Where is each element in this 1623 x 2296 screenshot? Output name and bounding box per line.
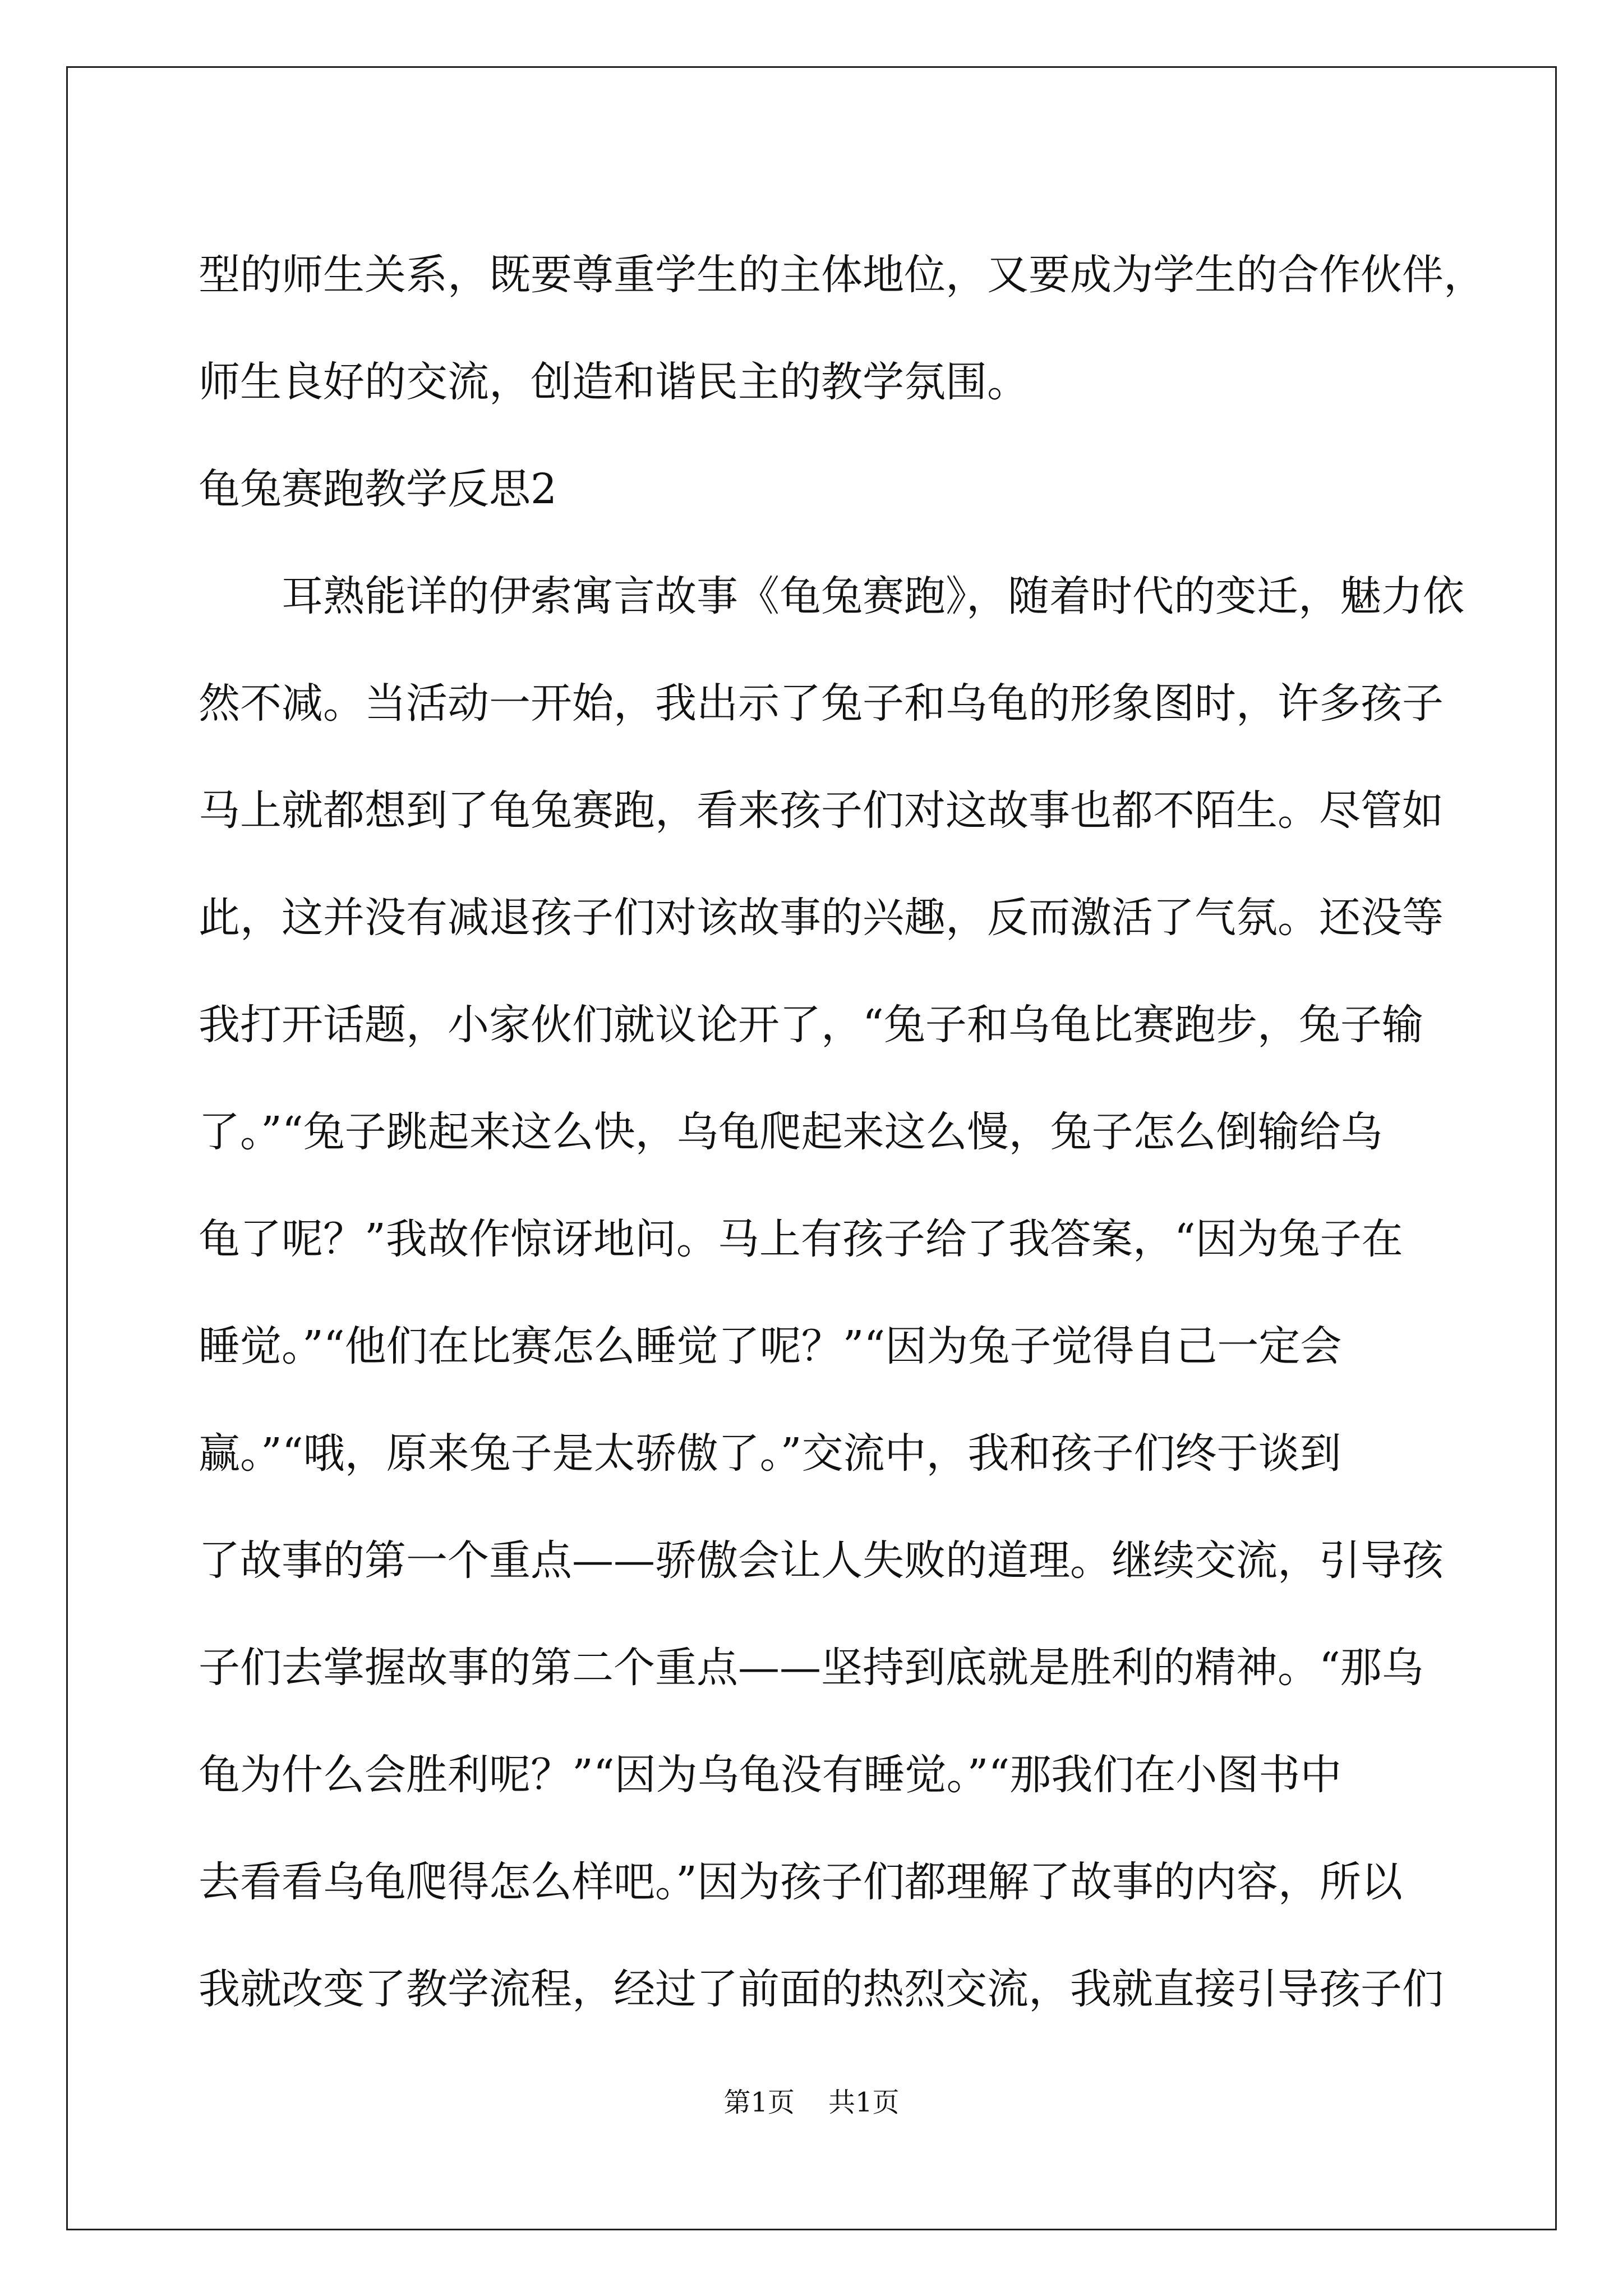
text-line: 耳熟能详的伊索寓言故事《龟兔赛跑》，随着时代的变迁，魅力依	[199, 572, 1464, 620]
page-footer	[0, 2086, 1623, 2119]
section-heading: 龟兔赛跑教学反思2	[199, 465, 557, 513]
page-number: 第1页	[723, 2087, 795, 2118]
text-line: 师生良好的交流，创造和谐民主的教学氛围。	[199, 358, 1029, 406]
page-total: 共1页	[828, 2087, 900, 2118]
text-line: 子们去掌握故事的第二个重点——坚持到底就是胜利的精神。“那乌	[199, 1644, 1423, 1692]
text-line: 了。”“兔子跳起来这么快，乌龟爬起来这么慢，兔子怎么倒输给乌	[199, 1108, 1382, 1156]
text-line: 然不减。当活动一开始，我出示了兔子和乌龟的形象图时，许多孩子	[199, 679, 1444, 728]
text-line: 我就改变了教学流程，经过了前面的热烈交流，我就直接引导孩子们	[199, 1965, 1444, 2013]
document-body	[199, 222, 1485, 2043]
text-line: 龟为什么会胜利呢？”“因为乌龟没有睡觉。”“那我们在小图书中	[199, 1751, 1342, 1799]
text-line: 睡觉。”“他们在比赛怎么睡觉了呢？”“因为兔子觉得自己一定会	[199, 1322, 1342, 1370]
text-line: 去看看乌龟爬得怎么样吧。”因为孩子们都理解了故事的内容，所以	[199, 1858, 1403, 1906]
text-line: 龟了呢？”我故作惊讶地问。马上有孩子给了我答案，“因为兔子在	[199, 1215, 1403, 1263]
text-line: 马上就都想到了龟兔赛跑，看来孩子们对这故事也都不陌生。尽管如	[199, 786, 1444, 835]
text-line: 赢。”“哦，原来兔子是太骄傲了。”交流中，我和孩子们终于谈到	[199, 1429, 1341, 1478]
text-line: 我打开话题，小家伙们就议论开了，“兔子和乌龟比赛跑步，兔子输	[199, 1001, 1423, 1049]
text-line: 了故事的第一个重点——骄傲会让人失败的道理。继续交流，引导孩	[199, 1536, 1444, 1585]
text-line: 型的师生关系，既要尊重学生的主体地位，又要成为学生的合作伙伴，	[199, 251, 1485, 299]
text-line: 此，这并没有减退孩子们对该故事的兴趣，反而激活了气氛。还没等	[199, 894, 1444, 942]
